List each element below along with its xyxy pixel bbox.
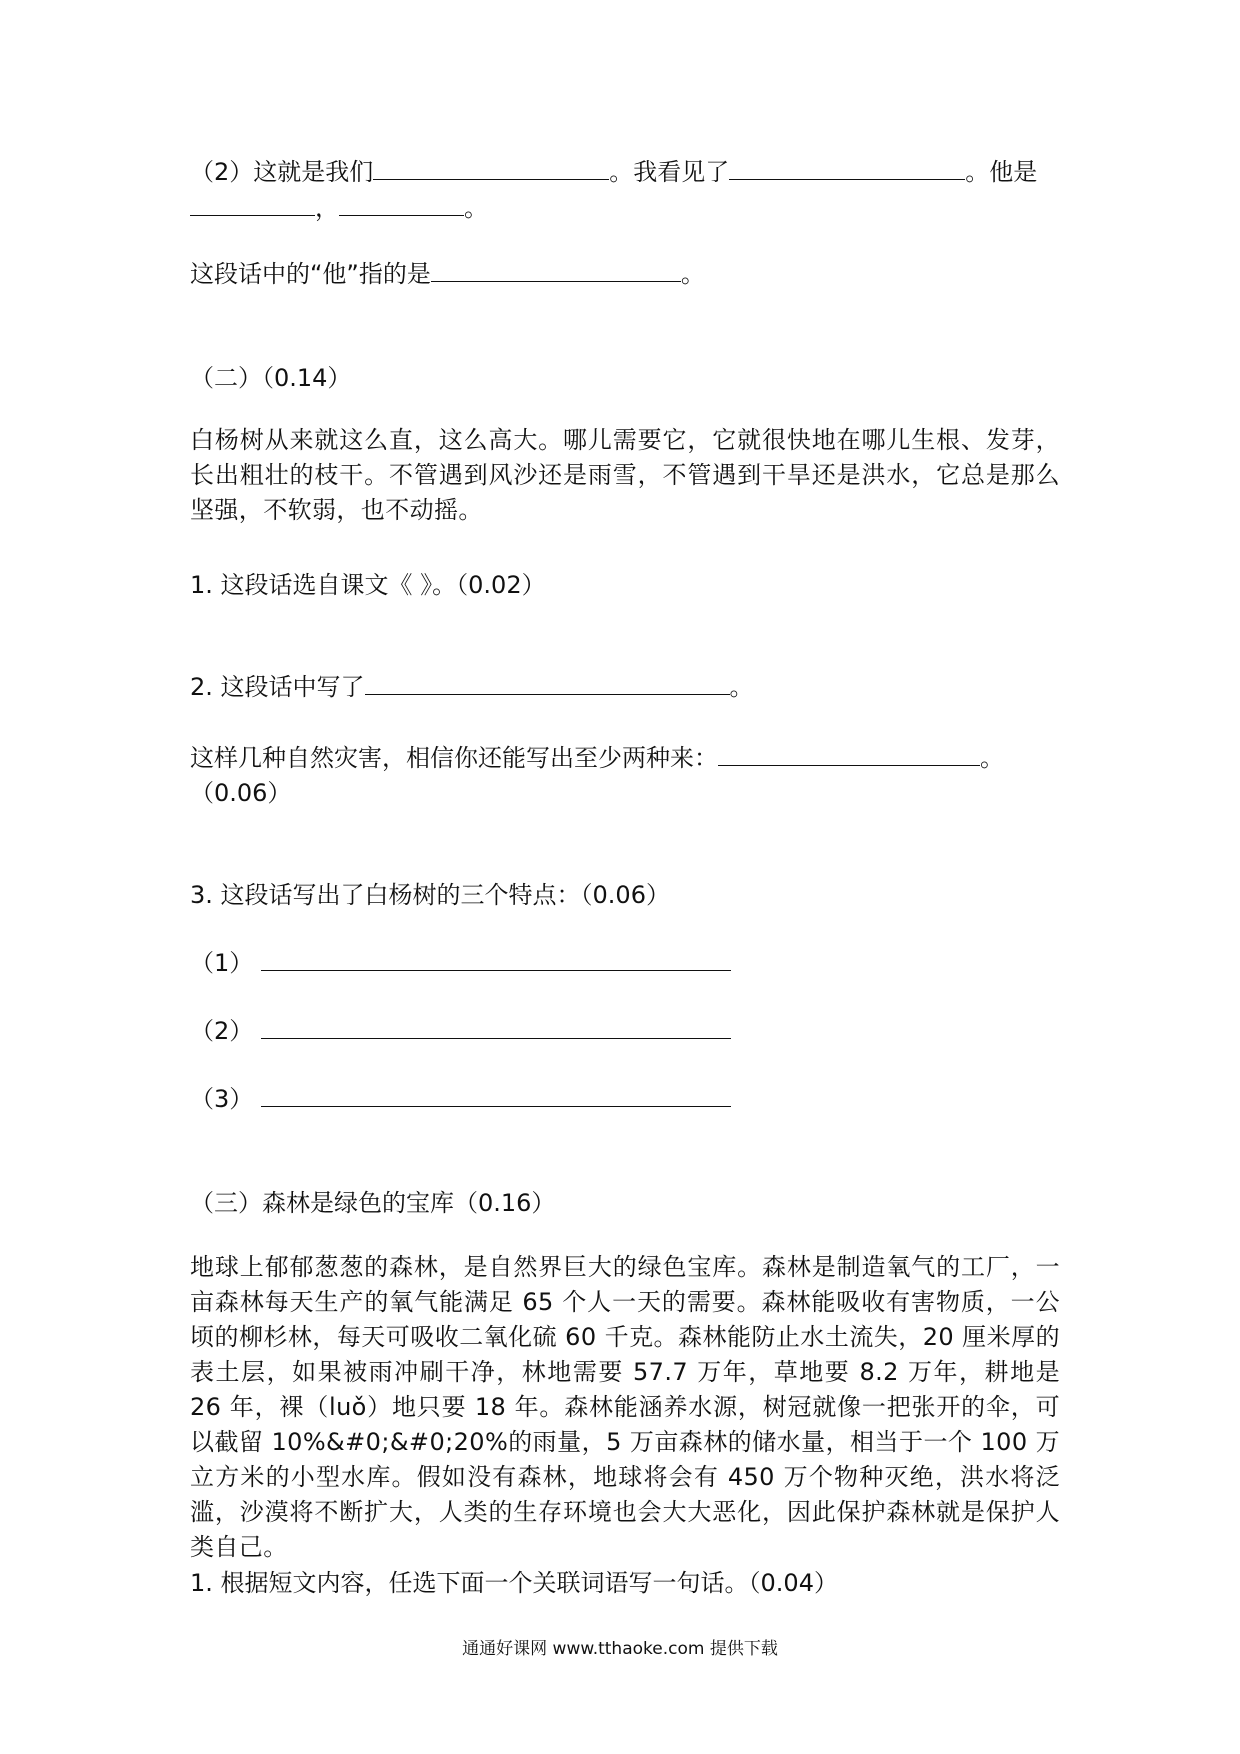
section-2-passage-text: 白杨树从来就这么直，这么高大。哪儿需要它，它就很快地在哪儿生根、发芽，长出粗壮的枝干。不管遇到风沙还是雨雪，不管遇到干旱还是洪水，它总是那么坚强，不软弱，也不动摇。 [190, 426, 1060, 524]
answer-blank[interactable] [261, 1084, 731, 1107]
feature-item-2-label: （2） [190, 1017, 254, 1045]
feature-item-1 [190, 948, 731, 978]
question-2-text-d: ， [315, 194, 339, 222]
question-2-text-a: （2）这就是我们 [190, 158, 374, 186]
question-2-line-2 [190, 193, 488, 223]
section-3-title: （三）森林是绿色的宝库（0.16） [190, 1189, 556, 1217]
section-3-passage-text: 地球上郁郁葱葱的森林，是自然界巨大的绿色宝库。森林是制造氧气的工厂，一亩森林每天生产的氧气能满足 65 个人一天的需要。森林能吸收有害物质，一公顷的柳杉林，每天可吸收二氧化硫 60 千克。森林能防止水土流失，20 厘米厚的表土层，如果被雨冲刷干净，林地需要 57.7 万年，草地要 8.2 万年，耕地是 26 年，裸（luǒ）地只要 18 年。森林能涵养水源，树冠就像一把张开的伞，可以截留 10%&#0;&#0;20%的雨量，5 万亩森林的储水量，相当于一个 100 万立方米的小型水库。假如没有森林，地球将会有 450 万个物种灭绝，洪水将泛滥，沙漠将不断扩大，人类的生存环境也会大大恶化，因此保护森林就是保护人类自己。 [190, 1253, 1060, 1561]
section-3-question-1: 1. 根据短文内容，任选下面一个关联词语写一句话。（0.04） [190, 1569, 838, 1597]
he-refers-question [190, 259, 705, 289]
he-refers-end: 。 [680, 260, 705, 288]
answer-blank[interactable] [431, 259, 681, 282]
answer-blank[interactable] [729, 157, 965, 180]
question-2-text-b: 。我看见了 [609, 158, 730, 186]
answer-blank[interactable] [365, 672, 730, 695]
feature-item-3 [190, 1084, 731, 1114]
section-2-question-3: 3. 这段话写出了白杨树的三个特点：（0.06） [190, 881, 670, 909]
feature-item-3-label: （3） [190, 1085, 254, 1113]
answer-blank[interactable] [261, 948, 731, 971]
disasters-question-end: 。 [980, 744, 1004, 772]
section-3-passage [190, 1250, 1060, 1565]
question-2-text-c: 。他是 [965, 158, 1038, 186]
answer-blank[interactable] [718, 743, 980, 766]
section-2-question-2 [190, 672, 754, 702]
disasters-score: （0.06） [190, 779, 292, 807]
question-2-text-e: 。 [464, 194, 488, 222]
section-2-title: （二）（0.14） [190, 364, 352, 392]
question-2-line-1 [190, 157, 1037, 187]
feature-item-1-label: （1） [190, 949, 254, 977]
section-2-passage [190, 423, 1060, 528]
answer-blank[interactable] [261, 1016, 731, 1039]
section-2-question-1: 1. 这段话选自课文《 》。（0.02） [190, 571, 546, 599]
section-2-question-2-text: 2. 这段话中写了 [190, 673, 365, 701]
he-refers-text: 这段话中的“他”指的是 [190, 260, 431, 288]
feature-item-2 [190, 1016, 731, 1046]
answer-blank[interactable] [339, 193, 464, 216]
disasters-question-text: 这样几种自然灾害，相信你还能写出至少两种来： [190, 744, 718, 772]
answer-blank[interactable] [190, 193, 315, 216]
answer-blank[interactable] [373, 157, 609, 180]
page-footer: 通通好课网 www.tthaoke.com 提供下载 [462, 1639, 778, 1659]
section-2-question-2-end: 。 [729, 673, 754, 701]
disasters-question [190, 743, 1004, 773]
